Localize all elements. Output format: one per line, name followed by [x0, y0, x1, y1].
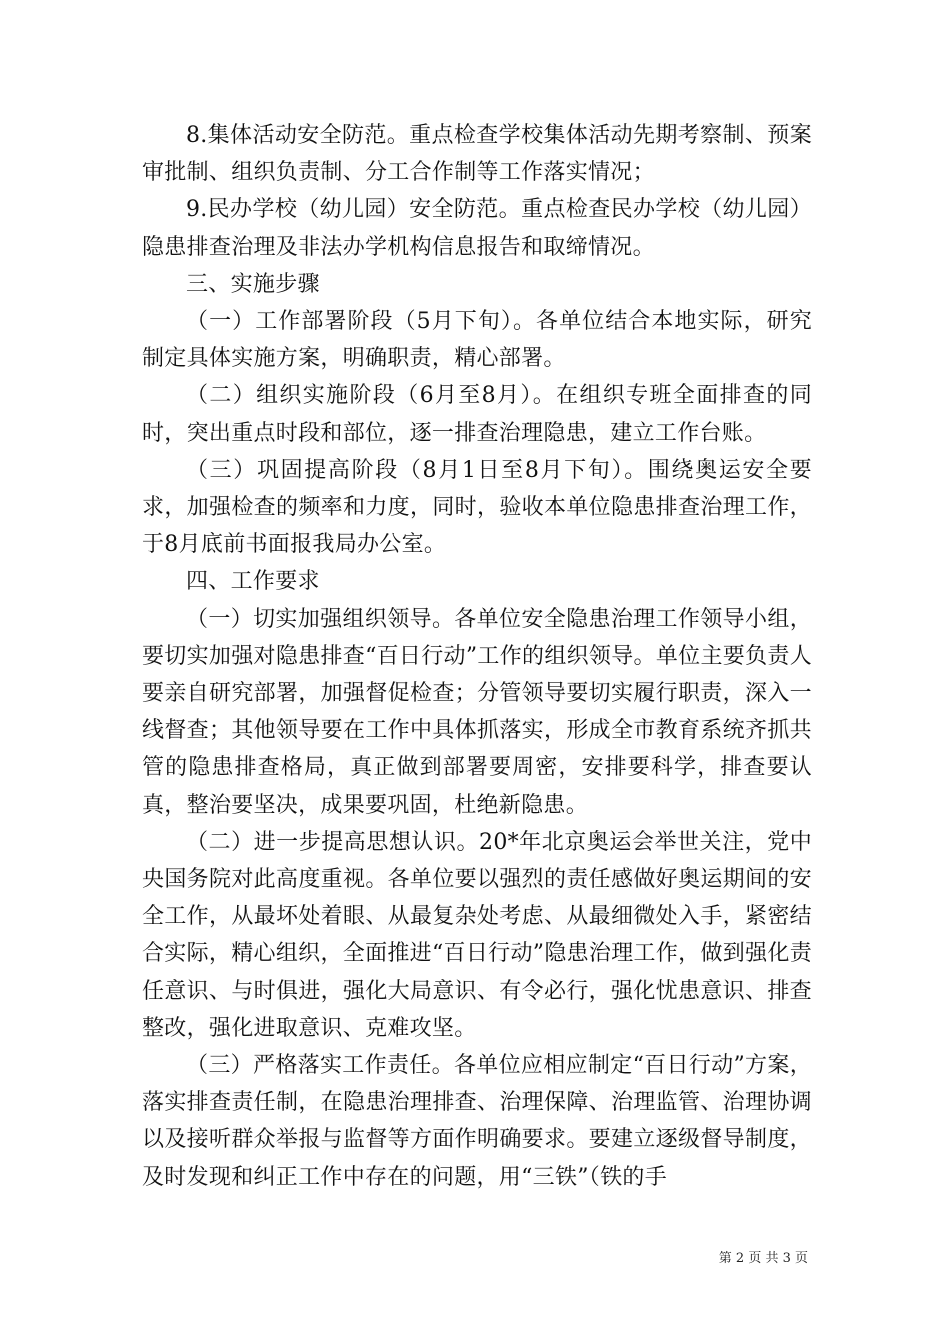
section-heading-work-requirements: 四、工作要求 [186, 569, 320, 595]
document-body [142, 117, 812, 1196]
paragraph-item-9: 9.民办学校（幼儿园）安全防范。重点检查民办学校（幼儿园）隐患排查治理及非法办学机构信息报告和取缔情况。 [142, 197, 812, 260]
paragraph-stage-3: （三）巩固提高阶段（8月1日至8月下旬）。围绕奥运安全要求，加强检查的频率和力度，同时，验收本单位隐患排查治理工作，于8月底前书面报我局办公室。 [142, 457, 812, 558]
paragraph-stage-1: （一）工作部署阶段（5月下旬）。各单位结合本地实际，研究制定具体实施方案，明确职责，精心部署。 [142, 309, 812, 372]
paragraph-requirement-3: （三）严格落实工作责任。各单位应相应制定“百日行动”方案，落实排查责任制，在隐患治理排查、治理保障、治理监管、治理协调以及接听群众举报与监督等方面作明确要求。要建立逐级督导制度，及时发现和纠正工作中存在的问题，用“三铁”（铁的手 [142, 1053, 812, 1190]
section-heading-implementation-steps: 三、实施步骤 [186, 271, 320, 297]
paragraph-requirement-1: （一）切实加强组织领导。各单位安全隐患治理工作领导小组，要切实加强对隐患排查“百日行动”工作的组织领导。单位主要负责人要亲自研究部署，加强督促检查；分管领导要切实履行职责，深入一线督查；其他领导要在工作中具体抓落实，形成全市教育系统齐抓共管的隐患排查格局，真正做到部署要周密，安排要科学，排查要认真，整治要坚决，成果要巩固，杜绝新隐患。 [142, 606, 812, 818]
paragraph-requirement-2: （二）进一步提高思想认识。20*年北京奥运会举世关注，党中央国务院对此高度重视。各单位要以强烈的责任感做好奥运期间的安全工作，从最坏处着眼、从最复杂处考虑、从最细微处入手，紧密结合实际，精心组织，全面推进“百日行动”隐患治理工作，做到强化责任意识、与时俱进，强化大局意识、有令必行，强化忧患意识、排查整改，强化进取意识、克难攻坚。 [142, 829, 812, 1041]
paragraph-item-8: 8.集体活动安全防范。重点检查学校集体活动先期考察制、预案审批制、组织负责制、分工合作制等工作落实情况； [142, 123, 812, 186]
paragraph-stage-2: （二）组织实施阶段（6月至8月）。在组织专班全面排查的同时，突出重点时段和部位，逐一排查治理隐患，建立工作台账。 [142, 383, 812, 446]
page-number-footer: 第 2 页 共 3 页 [718, 1251, 808, 1266]
